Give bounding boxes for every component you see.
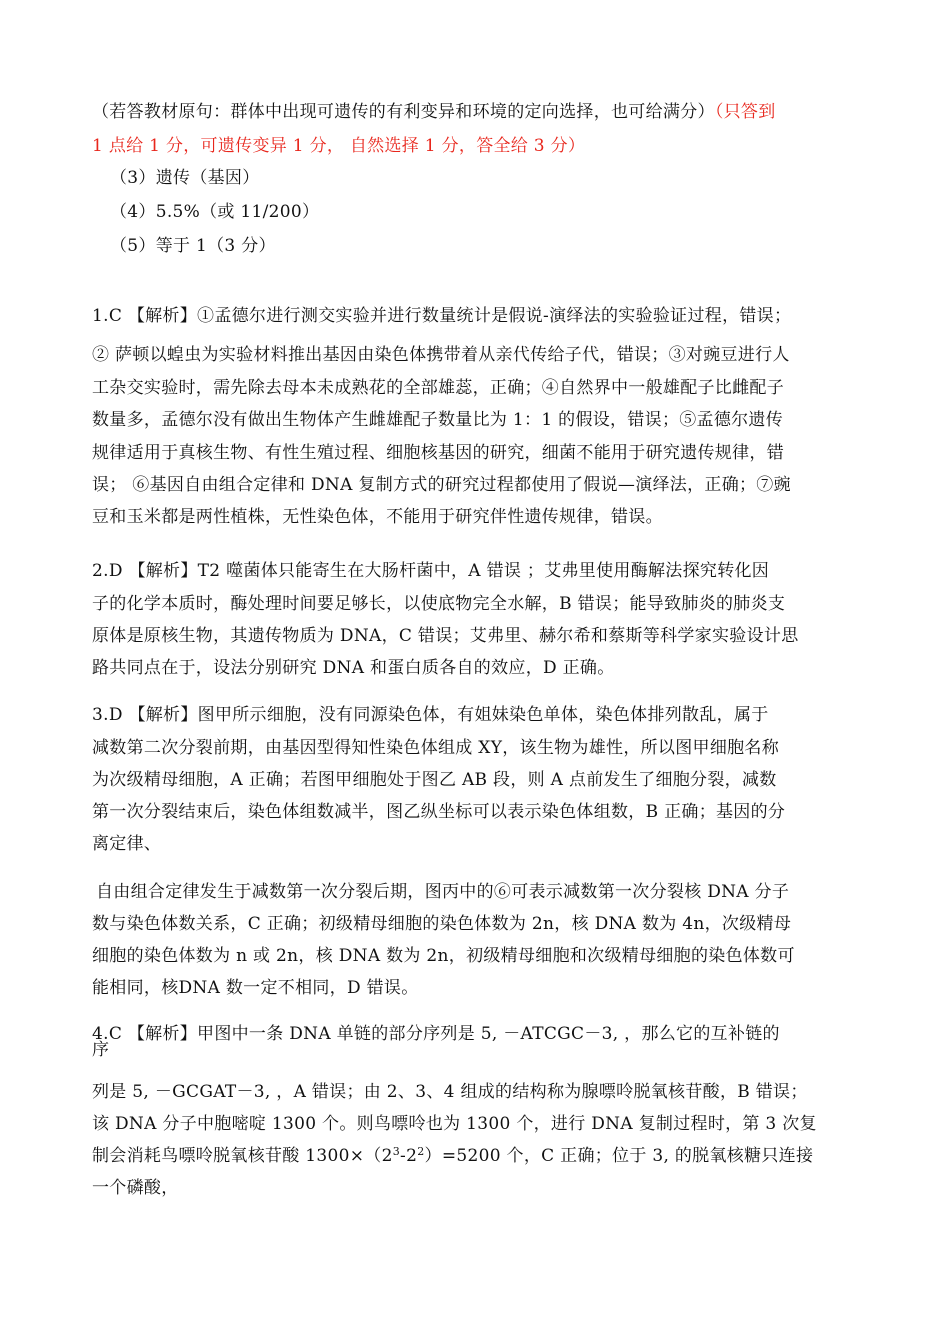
q4-formula-text: ）=5200 个，C 正确；位于 3, 的脱氧核糖只连接 bbox=[424, 1146, 814, 1166]
q1-line: 规律适用于真核生物、有性生殖过程、细胞核基因的研究，细菌不能用于研究遗传规律，错 bbox=[92, 443, 784, 463]
q2-line: 子的化学本质时，酶处理时间要足够长，以使底物完全水解，B 错误；能导致肺炎的肺炎支 bbox=[92, 594, 786, 614]
q3-line: 离定律、 bbox=[92, 834, 162, 854]
answer-scoring-line: 1 点给 1 分，可遗传变异 1 分， 自然选择 1 分，答全给 3 分） bbox=[92, 136, 586, 156]
q4-line-wrap: 序 bbox=[92, 1040, 110, 1060]
q1-line: 1.C 【解析】①孟德尔进行测交实验并进行数量统计是假说-演绎法的实验验证过程，错误； bbox=[92, 306, 792, 326]
q3-cont-line: 能相同，核DNA 数一定不相同，D 错误。 bbox=[92, 978, 419, 998]
q4-formula-text: 制会消耗鸟嘌呤脱氧核苷酸 1300×（2 bbox=[92, 1146, 393, 1166]
q1-line: 数量多，孟德尔没有做出生物体产生雌雄配子数量比为 1：1 的假设，错误；⑤孟德尔遗传 bbox=[92, 410, 784, 430]
q3-line: 减数第二次分裂前期，由基因型得知性染色体组成 XY，该生物为雄性，所以图甲细胞名称 bbox=[92, 738, 780, 758]
q4-formula-text: -2 bbox=[400, 1146, 418, 1166]
answer-item-5: （5）等于 1（3 分） bbox=[110, 236, 276, 256]
q3-cont-line: 细胞的染色体数为 n 或 2n，核 DNA 数为 2n，初级精母细胞和次级精母细胞的染色体数可 bbox=[92, 946, 795, 966]
q4-formula-line bbox=[92, 1144, 858, 1170]
q3-cont-line: 数与染色体数关系，C 正确；初级精母细胞的染色体数为 2n，核 DNA 数为 4n，次级精母 bbox=[92, 914, 792, 934]
q4-line: 列是 5, －GCGAT－3, ，A 错误；由 2、3、4 组成的结构称为腺嘌呤脱氧核苷酸，B 错误； bbox=[92, 1082, 808, 1102]
answer-note-line bbox=[92, 100, 858, 124]
q3-line: 3.D 【解析】图甲所示细胞，没有同源染色体，有姐妹染色单体，染色体排列散乱，属于 bbox=[92, 705, 769, 725]
answer-item-4: （4）5.5%（或 11/200） bbox=[110, 202, 320, 222]
answer-note-text: （若答教材原句：群体中出现可遗传的有利变异和环境的定向选择，也可给满分） bbox=[92, 102, 715, 122]
q4-line: 4.C 【解析】甲图中一条 DNA 单链的部分序列是 5, －ATCGC－3, ，那么它的互补链的 bbox=[92, 1024, 780, 1044]
q1-line: 工杂交实验时，需先除去母本未成熟花的全部雄蕊，正确；④自然界中一般雄配子比雌配子 bbox=[92, 378, 784, 398]
q1-line: ② 萨顿以蝗虫为实验材料推出基因由染色体携带着从亲代传给子代，错误；③对豌豆进行人 bbox=[92, 345, 790, 365]
q3-line: 为次级精母细胞，A 正确；若图甲细胞处于图乙 AB 段，则 A 点前发生了细胞分裂，减数 bbox=[92, 770, 777, 790]
q4-exponent: 3 bbox=[392, 1145, 401, 1158]
q4-line: 一个磷酸， bbox=[92, 1178, 179, 1198]
q4-line: 该 DNA 分子中胞嘧啶 1300 个。则鸟嘌呤也为 1300 个，进行 DNA 复制过程时，第 3 次复 bbox=[92, 1114, 817, 1134]
q1-line: 豆和玉米都是两性植株，无性染色体，不能用于研究伴性遗传规律，错误。 bbox=[92, 507, 663, 527]
q3-cont-line: 自由组合定律发生于减数第一次分裂后期，图丙中的⑥可表示减数第一次分裂核 DNA 分子 bbox=[96, 882, 790, 902]
q4-exponent: 2 bbox=[417, 1145, 425, 1158]
answer-scoring-note: （只答到 bbox=[714, 102, 776, 122]
q1-line: 误； ⑥基因自由组合定律和 DNA 复制方式的研究过程都使用了假说—演绎法，正确；⑦豌 bbox=[92, 475, 791, 495]
answer-item-3: （3）遗传（基因） bbox=[110, 168, 260, 188]
q3-line: 第一次分裂结束后，染色体组数减半，图乙纵坐标可以表示染色体组数，B 正确；基因的分 bbox=[92, 802, 786, 822]
q2-line: 2.D 【解析】T2 噬菌体只能寄生在大肠杆菌中，A 错误 ；艾弗里使用酶解法探究转化因 bbox=[92, 561, 770, 581]
q2-line: 原体是原核生物，其遗传物质为 DNA，C 错误；艾弗里、赫尔希和蔡斯等科学家实验设计思 bbox=[92, 626, 799, 646]
q2-line: 路共同点在于，设法分别研究 DNA 和蛋白质各自的效应，D 正确。 bbox=[92, 658, 615, 678]
